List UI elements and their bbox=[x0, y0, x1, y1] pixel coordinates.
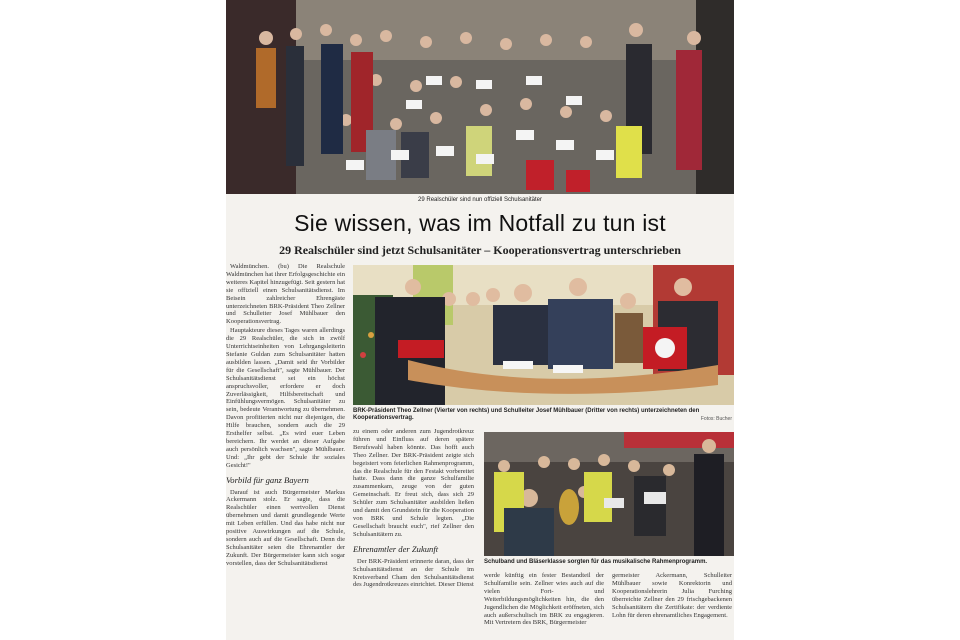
article-column-3 bbox=[484, 572, 604, 640]
article-column-1 bbox=[226, 263, 345, 640]
band-photo bbox=[484, 432, 734, 556]
paragraph: Darauf ist auch Bürgermeister Markus Ackermann stolz. Er sagte, dass die Realschüler einen wertvollen Dienst übernehmen und damit grundlegende Werte mit Leben erfüllen. Und das habe nicht nur positive Auswirkungen auf die Schule, sondern auch auf die Gesellschaft. Denn die Schulsanitäter seien die Ehrenamtler der Zukunft. Der Bürgermeister kann sich sogar vorstellen, dass der Schulsanitätsdienst bbox=[226, 488, 345, 567]
subheadline: 29 Realschüler sind jetzt Schulsanitäter – Kooperationsvertrag unterschrieben bbox=[279, 243, 681, 257]
signing-photo bbox=[353, 265, 734, 405]
paragraph: Hauptakteure dieses Tages waren allerdings die 29 Realschüler, die sich in zwölf Unterrichtseinheiten von Lehrgangsleiterin Stefanie Guldan zum Schulsanitäter hatten ausbilden lassen. „Damit seid ihr Vorbilder für die Gesellschaft", sagte Mühlbauer. Der Schulsanitätsdienst sei ein höchst anspruchsvoller, erfordere er doch Zuverlässigkeit, Hilfsbereitschaft und Einfühlungsvermögen. Schulsanitäter zu sein, bedeute Verantwortung zu übernehmen. Davon profitierten nicht nur diejenigen, die Hilfe brauchen, sondern auch die 29 Ersthelfer selbst. „Es wird euer Leben bereichern. Ihr werdet an dieser Aufgabe auch persönlich wachsen", sagte Mühlbauer. Und: „Ihr gebt der Schule ihr soziales Gesicht!" bbox=[226, 327, 345, 469]
signing-photo-caption: BRK-Präsident Theo Zellner (Vierter von rechts) und Schulleiter Josef Mühlbauer (Dritter von rechts) unterzeichneten den Kooperationsvertrag. bbox=[353, 408, 700, 421]
paragraph: Waldmünchen. (bu) Die Realschule Waldmünchen hat ihrer Erfolgsgeschichte ein weiteres Kapitel hinzugefügt. Seit gestern hat sie offiziell einen Schulsanitätsdienst. Im Beisein zahlreicher Ehrengäste unterzeichneten BRK-Präsident Theo Zellner und Schulleiter Josef Mühlbauer den Kooperationsvertrag. bbox=[226, 263, 345, 326]
crosshead: Vorbild für ganz Bayern bbox=[226, 474, 309, 485]
headline: Sie wissen, was im Notfall zu tun ist bbox=[294, 210, 666, 236]
article-column-4 bbox=[612, 572, 732, 640]
paragraph: germeister Ackermann, Schulleiter Mühlbauer sowie Konrektorin und Kooperationslehrerin Julia Furching überreichte Zellner den 29 frischgebackenen Schulsanitätern die Zertifikate: der verdiente Lohn für deren ehrenamtliches Engagement. bbox=[612, 572, 732, 619]
top-photo-caption: 29 Realschüler sind nun offiziell Schulsanitäter bbox=[418, 197, 542, 203]
photo-credit: Fotos: Bucher bbox=[700, 416, 732, 422]
article-column-2 bbox=[353, 428, 474, 640]
paragraph: Der BRK-Präsident erinnerte daran, dass der Schulsanitätsdienst an der Schule im Kreisverband Cham den Schulsanitätsdienst des Jugendrotkreuzes einrichtet. Dieser Dienst bbox=[353, 557, 474, 589]
group-photo bbox=[226, 0, 734, 194]
crosshead: Ehrenamtler der Zukunft bbox=[353, 543, 439, 554]
band-photo-caption: Schulband und Bläserklasse sorgten für das musikalische Rahmenprogramm. bbox=[484, 559, 708, 565]
paragraph: werde künftig ein fester Bestandteil der Schulfamilie sein. Zellner wies auch auf die vielen Fort- und Weiterbildungsmöglichkeiten hin, die den Jugendlichen die Möglichkeit eröffneten, sich auch außerschulisch im BRK zu engagieren. Mit Vertretern des BRK, Bürgermeister bbox=[484, 572, 604, 627]
newspaper-page bbox=[226, 0, 734, 640]
paragraph: zu einem oder anderen zum Jugendrotkreuz führen und Einfluss auf deren spätere Berufswahl haben könnte. Das hofft auch Theo Zellner. Der BRK-Präsident zeigte sich begeistert vom feierlichen Rahmenprogramm, das die Realschule für den Festakt vorbereitet hatte. Dass dann die ganze Schulfamilie zusammenkam, zeuge von der guten Gemeinschaft. Er freut sich, dass sich 29 Schüler zum Schulsanitäter ausbilden ließen und damit den Grundstein für die Kooperation von BRK und Schule legten. „Die Gesellschaft braucht euch", rief Zellner den Schulsanitätern zu. bbox=[353, 428, 474, 538]
